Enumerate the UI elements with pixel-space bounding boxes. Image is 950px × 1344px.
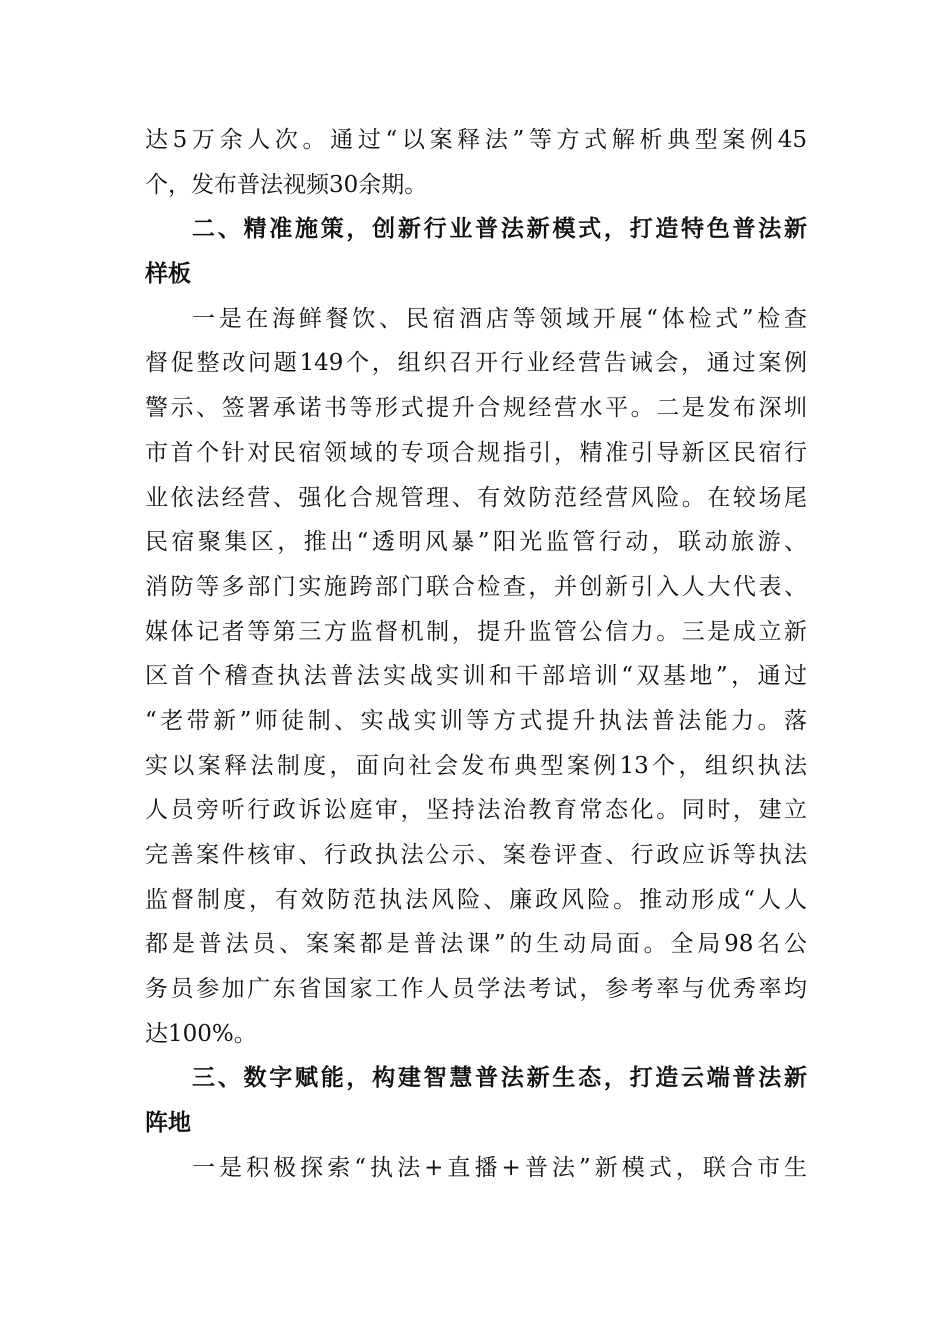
text-line: 民宿聚集区，推出“透明风暴”阳光监管行动，联动旅游、 (145, 529, 807, 556)
text-line: 一是在海鲜餐饮、民宿酒店等领域开展“体检式”检查 (192, 305, 807, 332)
text-line: 媒体记者等第三方监督机制，提升监管公信力。三是成立新 (145, 618, 807, 645)
text-line: 样板 (145, 261, 191, 288)
text-line: 都是普法员、案案都是普法课”的生动局面。全局98名公 (145, 931, 807, 958)
text-line: 消防等多部门实施跨部门联合检查，并创新引入人大代表、 (145, 573, 807, 600)
text-line: 二、精准施策，创新行业普法新模式，打造特色普法新 (192, 216, 807, 243)
text-line: 达5万余人次。通过“以案释法”等方式解析典型案例45 (145, 127, 807, 153)
section-heading (145, 1056, 807, 1145)
text-line: 达100%。 (145, 1020, 257, 1047)
text-line: 人员旁听行政诉讼庭审，坚持法治教育常态化。同时，建立 (145, 797, 807, 824)
text-line: 个，发布普法视频30余期。 (145, 171, 428, 198)
body-paragraph (145, 297, 807, 1057)
text-line: 完善案件核审、行政执法公示、案卷评查、行政应诉等执法 (145, 842, 807, 868)
text-line: 阵地 (145, 1110, 191, 1137)
section-heading (145, 207, 807, 296)
text-line: 实以案释法制度，面向社会发布典型案例13个，组织执法 (145, 752, 807, 779)
text-line: 一是积极探索“执法+直播+普法”新模式，联合市生 (192, 1154, 807, 1181)
text-line: 警示、签署承诺书等形式提升合规经营水平。二是发布深圳 (145, 395, 807, 422)
document-page (145, 118, 807, 1191)
text-line: 区首个稽查执法普法实战实训和干部培训“双基地”，通过 (145, 663, 807, 690)
text-line: 监督制度，有效防范执法风险、廉政风险。推动形成“人人 (145, 886, 807, 913)
text-line: 三、数字赋能，构建智慧普法新生态，打造云端普法新 (192, 1065, 807, 1092)
text-line: 业依法经营、强化合规管理、有效防范经营风险。在较场尾 (145, 484, 807, 511)
body-paragraph (145, 118, 807, 207)
text-line: 市首个针对民宿领域的专项合规指引，精准引导新区民宿行 (145, 439, 807, 466)
text-line: 督促整改问题149个，组织召开行业经营告诫会，通过案例 (145, 350, 807, 377)
body-paragraph (145, 1146, 807, 1191)
text-line: 务员参加广东省国家工作人员学法考试，参考率与优秀率均 (145, 976, 807, 1003)
text-line: “老带新”师徒制、实战实训等方式提升执法普法能力。落 (145, 707, 807, 734)
